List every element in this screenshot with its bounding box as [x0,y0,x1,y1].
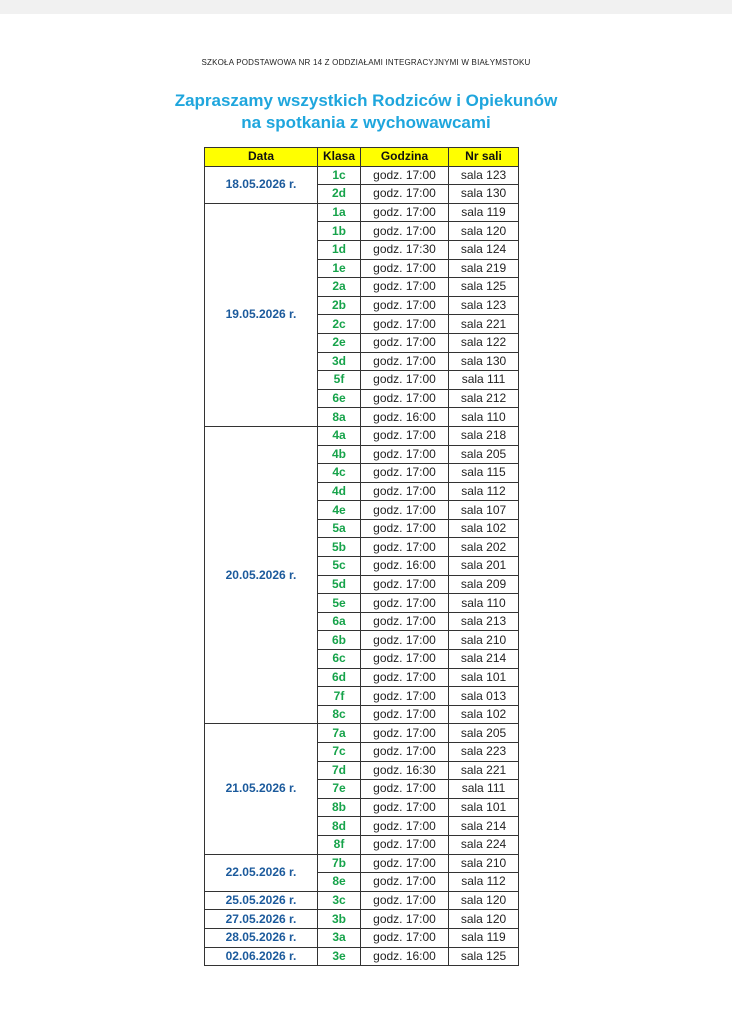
room-cell: sala 119 [449,203,519,222]
class-cell: 8f [318,835,361,854]
time-cell: godz. 17:00 [361,389,449,408]
class-cell: 1b [318,222,361,241]
time-cell: godz. 17:00 [361,445,449,464]
class-cell: 8e [318,873,361,892]
column-header-nr-sali: Nr sali [449,148,519,167]
time-cell: godz. 17:00 [361,278,449,297]
class-cell: 5b [318,538,361,557]
room-cell: sala 124 [449,240,519,259]
time-cell: godz. 17:00 [361,910,449,929]
class-cell: 6d [318,668,361,687]
table-header-row [205,148,519,167]
room-cell: sala 120 [449,910,519,929]
room-cell: sala 214 [449,650,519,669]
room-cell: sala 123 [449,166,519,185]
room-cell: sala 102 [449,705,519,724]
time-cell: godz. 17:00 [361,333,449,352]
date-cell: 20.05.2026 r. [205,426,318,724]
class-cell: 3b [318,910,361,929]
date-cell: 02.06.2026 r. [205,947,318,966]
class-cell: 3e [318,947,361,966]
room-cell: sala 115 [449,464,519,483]
room-cell: sala 107 [449,501,519,520]
table-row [205,891,519,910]
time-cell: godz. 16:00 [361,947,449,966]
class-cell: 5c [318,557,361,576]
date-cell: 27.05.2026 r. [205,910,318,929]
class-cell: 6b [318,631,361,650]
room-cell: sala 111 [449,780,519,799]
room-cell: sala 122 [449,333,519,352]
room-cell: sala 130 [449,185,519,204]
time-cell: godz. 17:00 [361,259,449,278]
time-cell: godz. 17:00 [361,222,449,241]
time-cell: godz. 17:00 [361,705,449,724]
class-cell: 4a [318,426,361,445]
time-cell: godz. 17:00 [361,873,449,892]
time-cell: godz. 17:00 [361,538,449,557]
room-cell: sala 213 [449,612,519,631]
room-cell: sala 111 [449,371,519,390]
table-row [205,947,519,966]
room-cell: sala 112 [449,873,519,892]
schedule-table [204,147,519,966]
room-cell: sala 125 [449,278,519,297]
schedule-body [205,166,519,966]
table-row [205,854,519,873]
time-cell: godz. 17:00 [361,687,449,706]
time-cell: godz. 16:30 [361,761,449,780]
time-cell: godz. 17:00 [361,501,449,520]
class-cell: 6e [318,389,361,408]
time-cell: godz. 17:00 [361,724,449,743]
table-row [205,203,519,222]
title-line-1: Zapraszamy wszystkich Rodziców i Opiekunów [174,91,558,110]
class-cell: 7a [318,724,361,743]
room-cell: sala 125 [449,947,519,966]
class-cell: 4e [318,501,361,520]
room-cell: sala 101 [449,668,519,687]
date-cell: 28.05.2026 r. [205,928,318,947]
room-cell: sala 130 [449,352,519,371]
room-cell: sala 214 [449,817,519,836]
table-row [205,426,519,445]
room-cell: sala 209 [449,575,519,594]
room-cell: sala 120 [449,891,519,910]
column-header-klasa: Klasa [318,148,361,167]
time-cell: godz. 17:00 [361,426,449,445]
time-cell: godz. 17:00 [361,166,449,185]
date-cell: 21.05.2026 r. [205,724,318,854]
class-cell: 5f [318,371,361,390]
time-cell: godz. 17:00 [361,352,449,371]
date-cell: 22.05.2026 r. [205,854,318,891]
class-cell: 2d [318,185,361,204]
class-cell: 5a [318,519,361,538]
table-row [205,928,519,947]
room-cell: sala 112 [449,482,519,501]
room-cell: sala 210 [449,631,519,650]
time-cell: godz. 17:00 [361,780,449,799]
room-cell: sala 223 [449,743,519,762]
date-cell: 25.05.2026 r. [205,891,318,910]
time-cell: godz. 17:00 [361,891,449,910]
room-cell: sala 123 [449,296,519,315]
class-cell: 8a [318,408,361,427]
viewer-top-bar [0,0,732,14]
time-cell: godz. 17:00 [361,575,449,594]
class-cell: 7b [318,854,361,873]
room-cell: sala 212 [449,389,519,408]
table-row [205,910,519,929]
time-cell: godz. 17:00 [361,185,449,204]
time-cell: godz. 17:00 [361,594,449,613]
page-title [0,90,732,134]
time-cell: godz. 17:00 [361,464,449,483]
class-cell: 4b [318,445,361,464]
class-cell: 3c [318,891,361,910]
class-cell: 7c [318,743,361,762]
class-cell: 8d [318,817,361,836]
class-cell: 1e [318,259,361,278]
column-header-godzina: Godzina [361,148,449,167]
class-cell: 8b [318,798,361,817]
room-cell: sala 102 [449,519,519,538]
class-cell: 8c [318,705,361,724]
date-cell: 19.05.2026 r. [205,203,318,426]
room-cell: sala 110 [449,408,519,427]
room-cell: sala 219 [449,259,519,278]
time-cell: godz. 17:00 [361,519,449,538]
class-cell: 6c [318,650,361,669]
table-row [205,724,519,743]
class-cell: 1a [318,203,361,222]
table-row [205,166,519,185]
room-cell: sala 110 [449,594,519,613]
room-cell: sala 119 [449,928,519,947]
room-cell: sala 221 [449,761,519,780]
room-cell: sala 202 [449,538,519,557]
class-cell: 3a [318,928,361,947]
column-header-data: Data [205,148,318,167]
time-cell: godz. 17:00 [361,612,449,631]
time-cell: godz. 17:00 [361,817,449,836]
time-cell: godz. 17:00 [361,668,449,687]
class-cell: 2c [318,315,361,334]
title-line-2: na spotkania z wychowawcami [241,113,491,132]
class-cell: 2a [318,278,361,297]
class-cell: 4c [318,464,361,483]
time-cell: godz. 17:00 [361,798,449,817]
class-cell: 7f [318,687,361,706]
class-cell: 7e [318,780,361,799]
time-cell: godz. 17:00 [361,835,449,854]
room-cell: sala 210 [449,854,519,873]
room-cell: sala 201 [449,557,519,576]
time-cell: godz. 17:00 [361,928,449,947]
time-cell: godz. 16:00 [361,408,449,427]
time-cell: godz. 16:00 [361,557,449,576]
room-cell: sala 013 [449,687,519,706]
time-cell: godz. 17:00 [361,743,449,762]
time-cell: godz. 17:00 [361,482,449,501]
room-cell: sala 205 [449,445,519,464]
room-cell: sala 218 [449,426,519,445]
time-cell: godz. 17:30 [361,240,449,259]
time-cell: godz. 17:00 [361,203,449,222]
class-cell: 5e [318,594,361,613]
time-cell: godz. 17:00 [361,315,449,334]
class-cell: 6a [318,612,361,631]
class-cell: 2e [318,333,361,352]
room-cell: sala 120 [449,222,519,241]
class-cell: 4d [318,482,361,501]
room-cell: sala 221 [449,315,519,334]
date-cell: 18.05.2026 r. [205,166,318,203]
time-cell: godz. 17:00 [361,854,449,873]
time-cell: godz. 17:00 [361,631,449,650]
time-cell: godz. 17:00 [361,650,449,669]
class-cell: 1c [318,166,361,185]
class-cell: 1d [318,240,361,259]
time-cell: godz. 17:00 [361,371,449,390]
class-cell: 3d [318,352,361,371]
room-cell: sala 101 [449,798,519,817]
class-cell: 5d [318,575,361,594]
class-cell: 7d [318,761,361,780]
school-name: SZKOŁA PODSTAWOWA NR 14 Z ODDZIAŁAMI INTEGRACYJNYMI W BIAŁYMSTOKU [201,58,531,67]
class-cell: 2b [318,296,361,315]
room-cell: sala 205 [449,724,519,743]
room-cell: sala 224 [449,835,519,854]
time-cell: godz. 17:00 [361,296,449,315]
